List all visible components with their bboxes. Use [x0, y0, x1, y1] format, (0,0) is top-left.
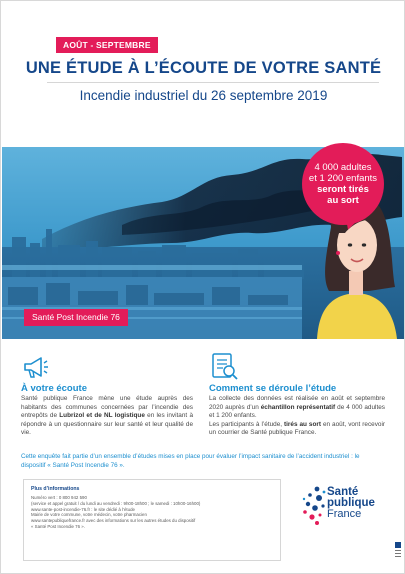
period-tag: AOÛT - SEPTEMBRE	[56, 37, 158, 53]
speech-bubble	[302, 143, 384, 225]
more-info-line: www.santepubliquefrance.fr avec des informations sur les autres études du dispositif	[31, 518, 196, 524]
logo-line-1: Santé	[327, 486, 359, 498]
bubble-line-1: 4 000 adultes	[314, 162, 372, 173]
more-info-line: Mairie de votre commune, votre médecin, votre pharmacien	[31, 512, 147, 518]
more-info-line: « Santé Post Incendie 76 ».	[31, 523, 85, 529]
right-column-title: Comment se déroule l’étude	[209, 383, 337, 394]
megaphone-icon	[21, 353, 49, 386]
page-subtitle: Incendie industriel du 26 septembre 2019	[79, 88, 328, 103]
logo-line-2: publique	[327, 497, 375, 509]
bubble-line-4: au sort	[327, 195, 359, 206]
logo-line-3: France	[327, 508, 362, 520]
bubble-line-3: seront tirés	[317, 184, 369, 195]
left-column-text: Santé publique France mène une étude auprès des habitants des communes concernées par l’incendie des entrepôts de Lubrizol et de NL logistique en les invitant à répondre à un questionnaire sur leur santé et leur qualité de vie.	[21, 395, 194, 437]
more-info-box	[23, 479, 281, 561]
hero-label: Santé Post Incendie 76	[24, 309, 128, 326]
more-info-line: www.sante-post-incendie-76.fr : le site dédié à l’étude	[31, 506, 135, 512]
marianne-emblem	[394, 541, 402, 561]
left-column-title: À votre écoute	[21, 383, 87, 394]
bubble-line-2: et 1 200 enfants	[308, 173, 378, 184]
logo-text	[327, 487, 375, 520]
page-title: UNE ÉTUDE À L’ÉCOUTE DE VOTRE SANTÉ	[25, 59, 382, 77]
more-info-line: (service et appel gratuit / du lundi au vendredi : 9h00-18h00 ; le samedi : 10h00-16h00)	[31, 500, 201, 506]
more-info-title: Plus d’informations	[31, 486, 80, 492]
title-divider	[47, 82, 379, 83]
ensemble-note: Cette enquête fait partie d’un ensemble d’études mises en place pour évaluer l’impact sanitaire de l’accident industriel : le dispositif « Santé Post Incendie 76 ».	[21, 453, 360, 469]
more-info-line: Numéro vert : 0 800 942 590	[31, 495, 87, 500]
questionnaire-icon	[209, 351, 239, 386]
right-column-text: La collecte des données est réalisée en août et septembre 2020 auprès d’un échantillon représentatif de 4 000 adultes et 1 200 enfants. Les participants à l’étude, tirés au sort en août, vont recevoir un courrier de Santé publique France.	[209, 395, 386, 437]
